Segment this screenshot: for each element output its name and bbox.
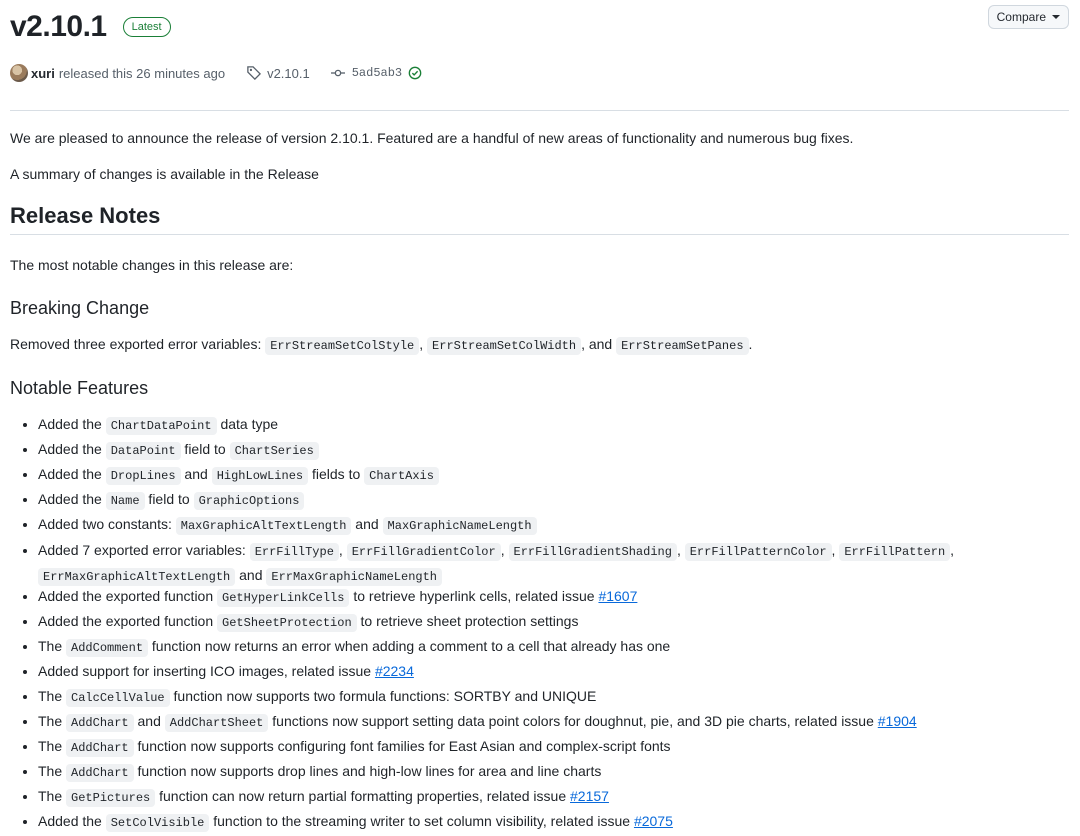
list-item: • Added the DataPoint field to ChartSeries [38,439,1069,464]
commit-hash: 5ad5ab3 [351,66,403,80]
code-ref: GetHyperLinkCells [217,589,349,607]
release-title: v2.10.1 [10,10,107,43]
notable-intro: The most notable changes in this release are: [10,257,294,273]
list-item: • The AddChart function now supports drop lines and high-low lines for area and line charts [38,761,1069,786]
list-item: • Added support for inserting ICO images, related issue #2234 [38,661,1069,686]
code-ref: DataPoint [106,442,181,460]
code-ref: MaxGraphicNameLength [383,517,537,535]
code-ref: AddChart [66,764,134,782]
breaking-change-text: Removed three exported error variables: ErrStreamSetColStyle , ErrStreamSetColWidth , and ErrStreamSetPanes . [10,336,753,353]
compare-label: Compare [996,10,1046,24]
issue-link[interactable]: #2157 [570,788,609,804]
code-ref: ErrFillGradientColor [347,543,501,561]
code-ref: HighLowLines [212,467,308,485]
list-item: • Added the DropLines and HighLowLines fields to ChartAxis [38,464,1069,489]
commit-icon [330,66,346,80]
release-header [10,0,1069,111]
tag-label: v2.10.1 [267,65,310,81]
issue-link[interactable]: #1904 [877,713,917,729]
summary-paragraph: A summary of changes is available in the Release [10,166,319,182]
list-item: • The AddComment function now returns an error when adding a comment to a cell that already has one [38,636,1069,661]
code-ref: ErrFillGradientShading [509,543,677,561]
issue-link[interactable]: #1607 [598,588,638,604]
list-item: • The AddChart and AddChartSheet functions now support setting data point colors for doughnut, pie, and 3D pie charts, related issue #1904 [38,711,1069,736]
code-ref: AddChart [66,714,134,732]
code-ref: GraphicOptions [194,492,305,510]
code-ref: ChartSeries [230,442,319,460]
issue-link[interactable]: #2075 [633,813,673,829]
caret-down-icon [1052,15,1060,19]
code-ref: ErrFillPattern [839,543,950,561]
compare-button[interactable] [988,5,1069,29]
list-item: • Added 7 exported error variables: ErrFillType , ErrFillGradientColor , ErrFillGradientShading , ErrFillPatternColor , ErrFillPattern , ErrMaxGraphicAltTextLength and ErrMaxGraphicNameLength [38,539,1069,586]
code-ref: GetPictures [66,789,155,807]
code-ref: SetColVisible [106,814,210,832]
commit-link[interactable] [330,66,422,80]
check-circle-icon[interactable] [408,66,422,80]
release-page [10,0,1069,830]
list-item: • Added two constants: MaxGraphicAltTextLength and MaxGraphicNameLength [38,514,1069,539]
code-ref: GetSheetProtection [217,614,357,632]
code-ref: ErrMaxGraphicNameLength [266,568,442,586]
released-text: released this 26 minutes ago [58,65,226,81]
code-ref: MaxGraphicAltTextLength [176,517,352,535]
breaking-change-heading: Breaking Change [10,298,150,318]
list-item: • Added the ChartDataPoint data type [38,414,1069,439]
list-item: • Added the Name field to GraphicOptions [38,489,1069,514]
list-item: • The GetPictures function can now return partial formatting properties, related issue #2157 [38,786,1069,811]
list-item: • Added the SetColVisible function to the streaming writer to set column visibility, related issue #2075 [38,811,1069,836]
code-ref: CalcCellValue [66,689,170,707]
code-ref: ErrFillType [250,543,339,561]
latest-badge: Latest [123,17,171,37]
code-ref: DropLines [106,467,181,485]
author-link[interactable]: xuri [31,65,55,81]
avatar[interactable] [10,64,28,82]
code-ref: Name [106,492,145,510]
issue-link[interactable]: #2234 [374,663,414,679]
list-item: • The AddChart function now supports configuring font families for East Asian and complex-script fonts [38,736,1069,761]
release-meta [10,64,422,82]
code-ref: AddComment [66,639,148,657]
code-ref: ErrFillPatternColor [685,543,832,561]
code-ref: ChartAxis [364,467,439,485]
list-item: • The CalcCellValue function now supports two formula functions: SORTBY and UNIQUE [38,686,1069,711]
notable-features-heading: Notable Features [10,378,149,398]
code-ref: ChartDataPoint [106,417,217,435]
code-ref: AddChart [66,739,134,757]
code-ref: ErrStreamSetPanes [616,337,748,355]
features-list [10,414,1069,836]
code-ref: AddChartSheet [165,714,269,732]
code-ref: ErrStreamSetColStyle [265,337,419,355]
tag-icon [247,66,261,80]
code-ref: ErrMaxGraphicAltTextLength [38,568,235,586]
release-notes-heading: Release Notes [10,206,1069,235]
code-ref: ErrStreamSetColWidth [427,337,581,355]
intro-paragraph: We are pleased to announce the release of version 2.10.1. Featured are a handful of new areas of functionality and numerous bug fixes. [10,130,854,146]
list-item: • Added the exported function GetHyperLinkCells to retrieve hyperlink cells, related issue #1607 [38,586,1069,611]
tag-link[interactable] [247,66,310,81]
list-item: • Added the exported function GetSheetProtection to retrieve sheet protection settings [38,611,1069,636]
breaking-text: Removed three exported error variables: [10,336,266,352]
